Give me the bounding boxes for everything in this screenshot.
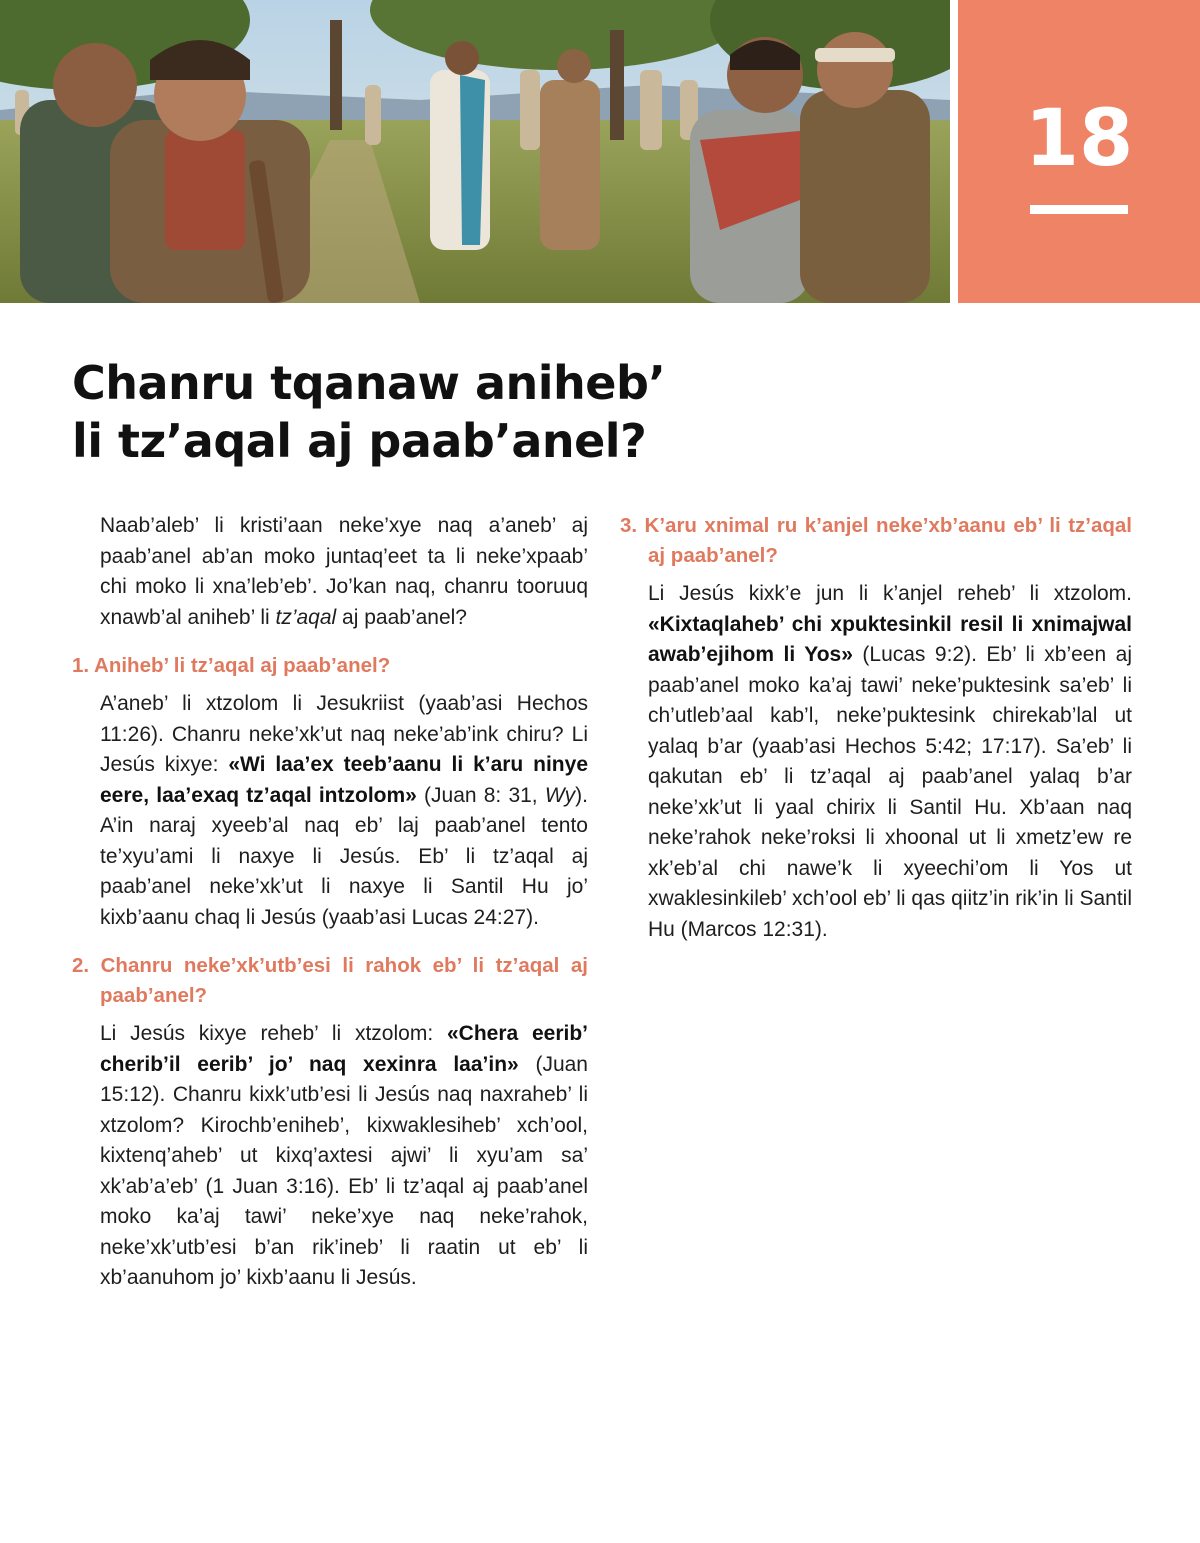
page-title bbox=[72, 354, 772, 470]
answer-1-paragraph: A’aneb’ li xtzolom li Jesukriist (yaab’asi Hechos 11:26). Chanru neke’xk’ut naq neke’ab’ink chiru? Li Jesús kixye: «Wi laa’ex teeb’aanu li k’aru ninye eere, laa’exaq tz’aqal intzolom» (Juan 8: 31, Wy). A’in naraj xyeeb’al naq eb’ laj paab’anel tento te’xyu’ami li naxye li Jesús. Eb’ li tz’aqal aj paab’anel neke’xk’ut li naxye li Santil Hu jo’ kixb’aanu chaq li Jesús (yaab’asi Lucas 24:27). bbox=[100, 692, 588, 929]
lesson-number: 18 bbox=[1024, 94, 1134, 184]
right-column bbox=[620, 511, 1132, 945]
left-column bbox=[72, 511, 588, 1294]
lesson-number-box bbox=[958, 0, 1200, 303]
answer-3-paragraph: Li Jesús kixk’e jun li k’anjel reheb’ li xtzolom. «Kixtaqlaheb’ chi xpuktesinkil resil li xnimajwal awab’ejihom li Yos» (Lucas 9:2). Eb’ li xb’een aj paab’anel moko ka’aj tawi’ neke’puktesink sa’eb’ li ch’utleb’aal kab’l, neke’puktesink chirekab’lal ut yalaq b’ar (yaab’asi Hechos 5:42; 17:17). Sa’eb’ li qakutan eb’ li tz’aqal aj paab’anel yalaq b’ar neke’xk’ut li yaal chirix li Santil Hu. Xb’aan naq neke’rahok neke’roksi li xhoonal ut li xmetz’ew re xk’eb’al chi nawe’k li xyeechi’om li Yos ut xwaklesinkileb’ xch’ool eb’ li qas qiitz’in rik’in li Santil Hu (Marcos 12:31). bbox=[648, 582, 1132, 941]
question-1-heading: 1. Aniheb’ li tz’aqal aj paab’anel? bbox=[72, 654, 391, 677]
page-title-line-2: li tz’aqal aj paab’anel? bbox=[72, 414, 647, 468]
answer-2-paragraph: Li Jesús kixye reheb’ li xtzolom: «Chera eerib’ cherib’il eerib’ jo’ naq xexinra laa’in» (Juan 15:12). Chanru kixk’utb’esi li Jesús naq naxraheb’ li xtzolom? Kirochb’eniheb’, kixwaklesiheb’ xch’ool, kixtenq’aheb’ ut kixq’axtesi ajwi’ li xyu’am sa’ xk’ab’a’eb’ (1 Juan 3:16). Eb’ li tz’aqal aj paab’anel moko ka’aj tawi’ neke’xye naq neke’rahok, neke’xk’utb’esi b’an rik’ineb’ li raatin ut eb’ li xb’aanuhom jo’ kixb’aanu li Jesús. bbox=[100, 1022, 588, 1289]
lesson-number-underline bbox=[1030, 205, 1128, 214]
header-photo bbox=[0, 0, 950, 303]
page-title-line-1: Chanru tqanaw aniheb’ bbox=[72, 356, 666, 410]
question-3-heading: 3. K’aru xnimal ru k’anjel neke’xb’aanu eb’ li tz’aqal aj paab’anel? bbox=[620, 514, 1132, 567]
question-2-heading: 2. Chanru neke’xk’utb’esi li rahok eb’ li tz’aqal aj paab’anel? bbox=[72, 954, 588, 1007]
intro-paragraph: Naab’aleb’ li kristi’aan neke’xye naq a’aneb’ aj paab’anel ab’an moko juntaq’eet ta li neke’xpaab’ chi moko li xna’leb’eb’. Jo’kan naq, chanru tooruuq xnawb’al aniheb’ li tz’aqal aj paab’anel? bbox=[100, 514, 588, 629]
bible-quote: «Kixtaqlaheb’ chi xpuktesinkil resil li xnimajwal awab’ejihom li Yos» bbox=[648, 612, 1132, 666]
bible-quote: «Chera eerib’ cherib’il eerib’ jo’ naq xexinra laa’in» bbox=[100, 1022, 588, 1076]
bible-quote: «Wi laa’ex teeb’aanu li k’aru ninye eere, laa’exaq tz’aqal intzolom» bbox=[100, 753, 588, 807]
